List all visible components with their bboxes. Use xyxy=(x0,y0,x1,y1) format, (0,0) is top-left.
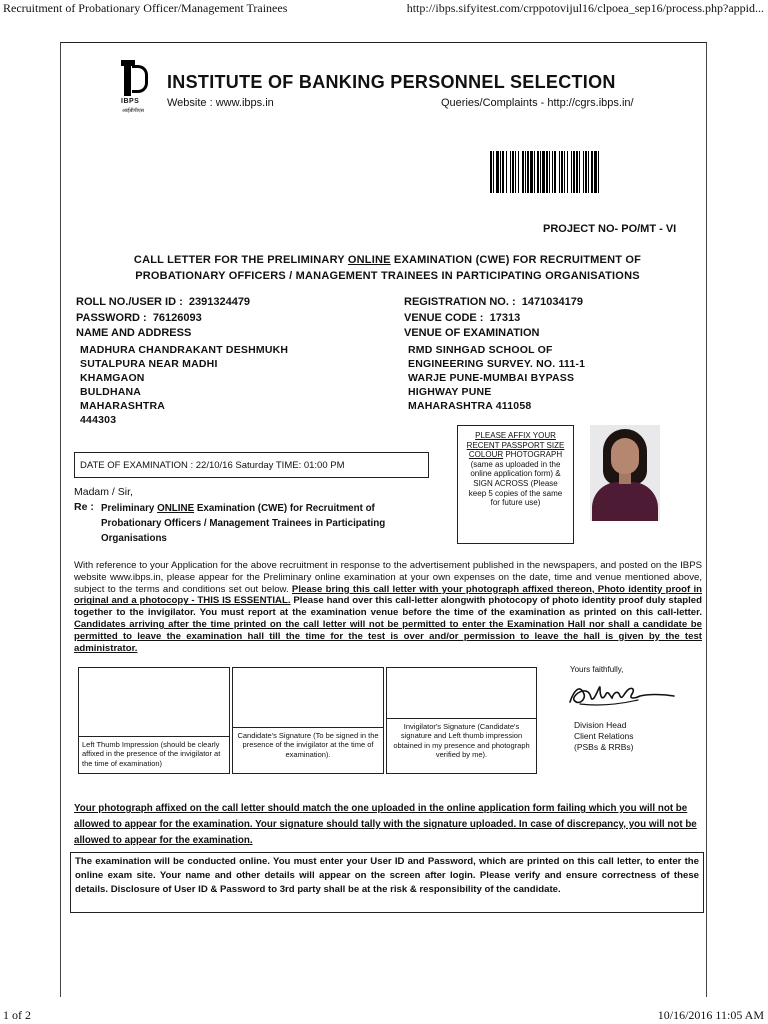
website-text: Website : www.ibps.in xyxy=(167,97,274,109)
barcode xyxy=(490,151,664,193)
candidate-address xyxy=(80,344,288,427)
candidate-photo xyxy=(590,425,660,521)
registration-label: REGISTRATION NO. : xyxy=(404,296,516,308)
para-bold-underlined-1: Please bring this call letter with your photograph affixed thereon, Photo identity proof in original and a photocopy - THIS IS ESSENTIAL. xyxy=(74,583,702,607)
address-line: MADHURA CHANDRAKANT DESHMUKH xyxy=(80,344,289,356)
title-online: ONLINE xyxy=(347,254,391,266)
photo-instruction-box xyxy=(457,425,574,544)
para-bold: Please hand over this call-letter alongwith photocopy of photo identity proof duly stapled together to the invigilator. You must report at the examination venue before the time of the examination as printed on this call-letter. xyxy=(74,595,702,619)
name-address-label: NAME AND ADDRESS xyxy=(76,327,192,339)
venue-code-value: 17313 xyxy=(489,311,521,324)
venue-line: WARJE PUNE-MUMBAI BYPASS xyxy=(408,371,575,384)
re-subject xyxy=(101,501,431,546)
online-exam-note: The examination will be conducted online. You must enter your User ID and Password, which are printed on this call letter, to enter the online exam site. Your name and other details will appear on the screen after login. Please verify and ensure correctness of these details. Disclosure of User ID & Password to 3rd party shall be at the risk & responsibility of the candidate. xyxy=(70,852,704,913)
call-letter-title xyxy=(110,252,665,284)
designation-line: Client Relations xyxy=(574,731,634,741)
roll-label: ROLL NO./USER ID : xyxy=(76,296,183,308)
thumb-caption: Left Thumb Impression (should be clearly affixed in the presence of the invigilator at the time of examination) xyxy=(79,736,229,773)
print-page-url: http://ibps.sifyitest.com/crppotovijul16/clpoea_sep16/process.php?appid... xyxy=(406,1,764,15)
exam-date-box: DATE OF EXAMINATION : 22/10/16 Saturday TIME: 01:00 PM xyxy=(74,452,429,478)
password-value: 76126093 xyxy=(152,311,202,324)
instructions-paragraph xyxy=(74,560,702,654)
ibps-logo xyxy=(121,60,151,118)
re-online: ONLINE xyxy=(157,503,195,514)
thumb-impression-box xyxy=(78,667,230,774)
print-datetime: 10/16/2016 11:05 AM xyxy=(657,1008,764,1022)
venue-line: ENGINEERING SURVEY. NO. 111-1 xyxy=(408,357,586,370)
venue-line: HIGHWAY PUNE xyxy=(408,385,492,398)
roll-value: 2391324479 xyxy=(188,296,251,308)
registration-value: 1471034179 xyxy=(521,296,583,308)
logo-subtext: आईबीपीएस xyxy=(122,108,144,114)
address-line: MAHARASHTRA xyxy=(80,399,166,412)
logo-text: IBPS xyxy=(121,98,140,105)
queries-text: Queries/Complaints - http://cgrs.ibps.in/ xyxy=(441,97,634,109)
venue-info xyxy=(404,295,583,342)
designation-line: (PSBs & RRBs) xyxy=(574,742,634,752)
handwritten-signature xyxy=(566,676,678,714)
yours-faithfully: Yours faithfully, xyxy=(570,665,624,674)
venue-line: RMD SINHGAD SCHOOL OF xyxy=(408,344,553,356)
org-name: INSTITUTE OF BANKING PERSONNEL SELECTION xyxy=(167,72,616,92)
invigilator-signature-box xyxy=(386,667,537,774)
candidate-signature-caption: Candidate's Signature (To be signed in the presence of the invigilator at the time of examination). xyxy=(233,727,383,773)
title-part1: CALL LETTER FOR THE PRELIMINARY xyxy=(133,254,348,266)
para-bold-underlined-2: Candidates arriving after the time printed on the call letter will not be permitted to enter the Examination Hall nor shall a candidate be permitted to leave the examination hall till the time for the test is over and/or permission to leave the hall is given by the test administrator. xyxy=(74,618,702,654)
candidate-info xyxy=(76,295,250,342)
address-line: SUTALPURA NEAR MADHI xyxy=(80,357,218,370)
print-page-number: 1 of 2 xyxy=(3,1008,31,1022)
title-part2: EXAMINATION (CWE) FOR RECRUITMENT OF xyxy=(390,254,642,266)
salutation: Madam / Sir, xyxy=(74,486,133,498)
para-normal: With reference to your Application for the above recruitment in response to the advertisement published in the newspapers, and posted on the IBPS website www.ibps.in, please appear for the Preliminary online examination at your own expenses on the date, time and venue mentioned above, subject to the terms and conditions set out below. xyxy=(74,560,702,595)
project-number: PROJECT NO- PO/MT - VI xyxy=(543,223,677,235)
candidate-signature-box xyxy=(232,667,384,774)
re-part2: Examination (CWE) for Recruitment of Probationary Officers / Management Trainees in Participating Organisations xyxy=(101,503,386,544)
photo-signature-warning: Your photograph affixed on the call letter should match the one uploaded in the online application form failing which you will not be allowed to appear for the examination. Your signature should tally with the signature uploaded. In case of discrepancy, you will not be allowed to appear for the examination. xyxy=(74,803,697,846)
address-line: KHAMGAON xyxy=(80,371,145,384)
photo-instruction-text: PHOTOGRAPH (same as uploaded in the online application form) & SIGN ACROSS (Please keep 5 copies of the same for future use) xyxy=(468,450,563,508)
signatory-designation xyxy=(574,720,634,753)
designation-line: Division Head xyxy=(574,720,627,730)
address-line: 444303 xyxy=(80,413,117,426)
title-line2: PROBATIONARY OFFICERS / MANAGEMENT TRAINEES IN PARTICIPATING ORGANISATIONS xyxy=(135,270,640,282)
re-part1: Preliminary xyxy=(101,503,158,514)
venue-code-label: VENUE CODE : xyxy=(404,311,484,324)
photo-instruction-underlined: PLEASE AFFIX YOUR RECENT PASSPORT SIZE COLOUR xyxy=(466,431,565,460)
venue-label: VENUE OF EXAMINATION xyxy=(404,327,540,339)
venue-line: MAHARASHTRA 411058 xyxy=(408,399,532,412)
print-page-title: Recruitment of Probationary Officer/Management Trainees xyxy=(3,1,288,15)
venue-address xyxy=(408,344,585,414)
re-label: Re : xyxy=(74,501,94,513)
invigilator-signature-caption: Invigilator's Signature (Candidate's signature and Left thumb impression obtained in my presence and photograph verified by me). xyxy=(387,718,536,773)
address-line: BULDHANA xyxy=(80,385,142,398)
password-label: PASSWORD : xyxy=(76,311,147,324)
